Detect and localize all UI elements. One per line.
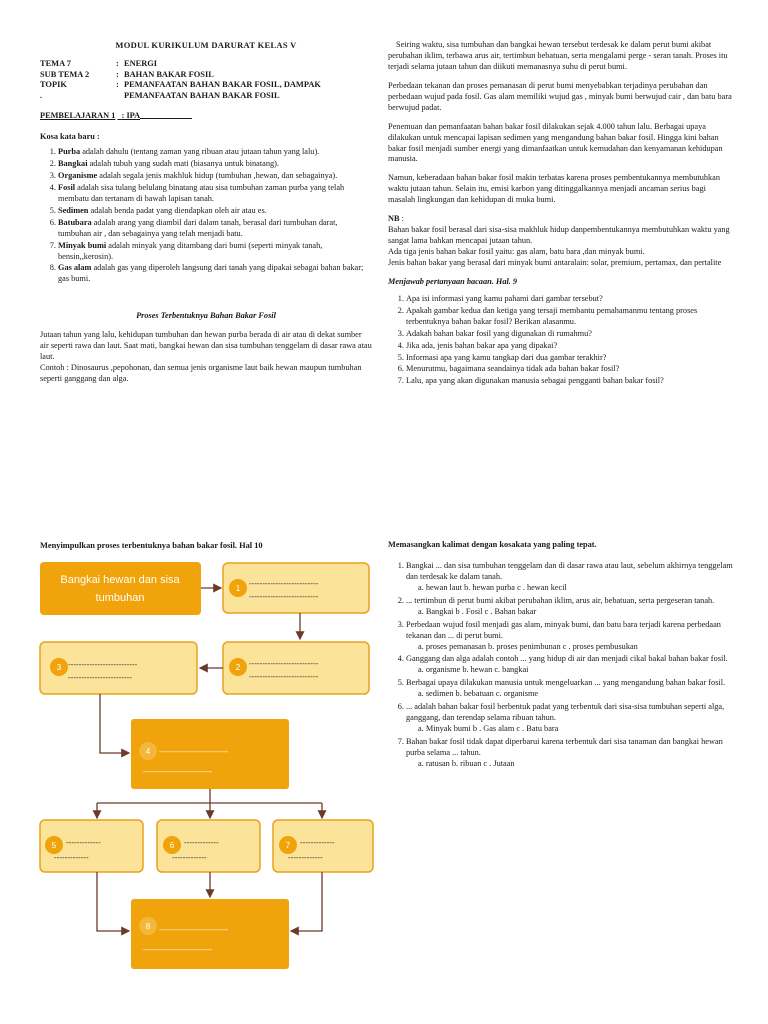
step-number: 5 bbox=[51, 841, 57, 850]
answer-blank: ------------------------ bbox=[68, 673, 132, 682]
answer-blank: -------------------------- bbox=[143, 767, 213, 776]
answer-blank: ------------- bbox=[66, 838, 101, 847]
meta-row bbox=[40, 80, 321, 91]
answer-blank: -------------------------- bbox=[68, 660, 138, 669]
nb-line: Ada tiga jenis bahan bakar fosil yaitu: gas alam, batu bara ,dan minyak bumi. bbox=[388, 247, 645, 256]
left-column bbox=[40, 40, 372, 393]
meta-key: TEMA 7 bbox=[40, 59, 71, 69]
start-box-line2: tumbuhan bbox=[95, 592, 145, 604]
list-item: 7. Minyak bumi adalah minyak yang ditambang dari bumi (seperti minyak tanah, bensin,,kerosin). bbox=[58, 241, 372, 263]
list-item: 1. Purba adalah dahulu (tentang zaman yang ribuan atau jutaan tahun yang lalu). bbox=[58, 147, 372, 158]
list-item: 5. Berbagai upaya dilakukan manusia untuk mengeluarkan ... yang mengandung bahan bakar fosil. a. sedimen b. bebatuan c. organisme bbox=[406, 678, 734, 700]
list-item: 5. Sedimen adalah benda padat yang diendapkan oleh air atau es. bbox=[58, 206, 372, 217]
list-item: 4. Fosil adalah sisa tulang belulang binatang atau sisa tumbuhan zaman purba yang telah membatu dan tertanam di bawah lapisan tanah. bbox=[58, 183, 372, 205]
list-item: 3. Organisme adalah segala jenis makhluk hidup (tumbuhan ,hewan, dan sebagainya). bbox=[58, 171, 372, 182]
answer-blank: -------------------------- bbox=[159, 925, 229, 934]
answer-blank: ------------- bbox=[172, 853, 207, 862]
step-number: 7 bbox=[285, 841, 291, 850]
list-item: 2. Bangkai adalah tubuh yang sudah mati (biasanya untuk binatang). bbox=[58, 159, 372, 170]
nb-note bbox=[388, 214, 734, 269]
meta-value: BAHAN BAKAR FOSIL bbox=[124, 69, 214, 79]
answer-blank: ------------- bbox=[300, 838, 335, 847]
list-item: 7. Lalu, apa yang akan digunakan manusia sebagai pengganti bahan bakar fosil? bbox=[406, 376, 734, 387]
process-paragraph: Jutaan tahun yang lalu, kehidupan tumbuhan dan hewan purba berada di air atau di dekat sumber air seperti rawa dan laut. Saat mati, bangkai hewan dan sisa tumbuhan tenggelam di dasar rawa atau laut. bbox=[40, 330, 372, 362]
list-item: 4. Jika ada, jenis bahan bakar apa yang dipakai? bbox=[406, 341, 734, 352]
list-item: 6. Menurutmu, bagaimana seandainya tidak ada bahan bakar fosil? bbox=[406, 364, 734, 375]
paragraph: Penemuan dan pemanfaatan bahan bakar fosil dilakukan sejak 4.000 tahun lalu. Berbagai upaya dilakukan untuk mencapai lapisan sedimen yang mengandung bahan bakar fosil. Hingga kini bahan bakar fosil menjadi sumber energi yang dimanfaatkan untuk kemudahan dan kenyamanan kehidupan manusia. bbox=[388, 121, 723, 164]
process-example: Contoh : Dinosaurus ,pepohonan, dan semua jenis organisme laut baik hewan maupun tumbuhan seperti ganggang dan alga. bbox=[40, 363, 362, 384]
meta-colon: : bbox=[116, 69, 119, 79]
list-item: 7. Bahan bakar fosil tidak dapat diperbarui karena terbentuk dari sisa tanaman dan bangkai hewan purba selama ... tahun. a. ratusan b. ribuan c . Jutaan bbox=[406, 737, 734, 770]
step-number: 1 bbox=[235, 584, 241, 593]
meta-value: PEMANFAATAN BAHAN BAKAR FOSIL, DAMPAK bbox=[124, 80, 321, 90]
step-number: 8 bbox=[145, 922, 151, 931]
diagram-title: Menyimpulkan proses terbentuknya bahan bakar fosil. Hal 10 bbox=[40, 541, 263, 550]
paragraph: Seiring waktu, sisa tumbuhan dan bangkai hewan tersebut terdesak ke dalam perut bumi akibat perubahan iklim, terbawa arus air, tertimbun bebatuan, serta mengalami perge - seran tanah. Proses itu terjadi selama jutaan tahun dan diikuti memanasnya suhu di perut bumi. bbox=[388, 40, 728, 71]
questions-list bbox=[388, 294, 734, 388]
list-item: 4. Ganggang dan alga adalah contoh ... yang hidup di air dan menjadi cikal bakal bahan bakar fosil. a. organisme b. hewan c. bangkai bbox=[406, 654, 734, 676]
list-item: 2. ... tertimbun di perut bumi akibat perubahan iklim, arus air, bebatuan, serta pergeseran tanah. a. Bangkai b . Fosil c . Bahan bakar bbox=[406, 596, 734, 618]
answer-blank: -------------------------- bbox=[249, 672, 319, 681]
matching-list bbox=[388, 561, 734, 770]
lesson-label: PEMBELAJARAN 1 bbox=[40, 111, 116, 121]
matching-section bbox=[388, 540, 734, 772]
list-item: 6. ... adalah bahan bakar fosil berbentuk padat yang terbentuk dari sisa-sisa tumbuhan seperti alga, ganggang, dan terendap selama ribuan tahun. a. Minyak bumi b . Gas alam c . Batu bara bbox=[406, 702, 734, 735]
answer-blank: ------------- bbox=[54, 853, 89, 862]
nb-line: Bahan bakar fosil berasal dari sisa-sisa makhluk hidup danpembentukannya membutuhkan waktu yang sangat lama bahkan mencapai jutaan tahun. bbox=[388, 225, 730, 246]
list-item: 2. Apakah gambar kedua dan ketiga yang tersaji membantu pemahamanmu tentang proses terbentuknya bahan bakar fosil? Berikan alasanmu. bbox=[406, 306, 734, 328]
paragraph: Namun, keberadaan bahan bakar fosil makin terbatas karena proses pembentukannya membutuhkan waktu jutaan tahun. Selain itu, emisi karbon yang ditinggalkannya menjadi ancaman serius bagi masalah lingkungan dan kehidupan di muka bumi. bbox=[388, 173, 720, 205]
right-column bbox=[388, 40, 734, 388]
answer-blank: ------------- bbox=[288, 853, 323, 862]
paragraph: Perbedaan tekanan dan proses pemanasan di perut bumi menyebabkan terjadinya perubahan dan perbedaan wujud pada fosil. Gas alam memiliki wujud gas , minyak bumi berwujud cair , dan batu bara berwujud padat. bbox=[388, 80, 732, 112]
meta-value: PEMANFAATAN BAHAN BAKAR FOSIL bbox=[124, 90, 280, 100]
nb-line: Jenis bahan bakar yang berasal dari minyak bumi antaralain: solar, premium, pertamax, dan pertalite bbox=[388, 257, 722, 267]
meta-row bbox=[40, 91, 321, 102]
answer-blank: -------------------------- bbox=[249, 592, 319, 601]
step-number: 4 bbox=[145, 747, 151, 756]
lesson-subject: : IPA bbox=[121, 111, 141, 121]
questions-title: Menjawab pertanyaan bacaan. Hal. 9 bbox=[388, 276, 518, 286]
answer-blank: -------------------------- bbox=[249, 579, 319, 588]
answer-blank: -------------------------- bbox=[249, 659, 319, 668]
step-number: 3 bbox=[56, 663, 62, 672]
lesson-underline bbox=[140, 118, 192, 119]
nb-label: NB bbox=[388, 214, 400, 224]
lesson-heading bbox=[40, 111, 372, 122]
meta-table bbox=[40, 59, 321, 101]
meta-key: . bbox=[40, 90, 43, 100]
process-title: Proses Terbentuknya Bahan Bakar Fosil bbox=[136, 311, 276, 321]
list-item: 3. Perbedaan wujud fosil menjadi gas alam, minyak bumi, dan batu bara terjadi karena perbedaan tekanan dan ... di perut bumi. a. proses pemanasan b. proses penimbunan c . proses pembusukan bbox=[406, 620, 734, 653]
meta-key: TOPIK bbox=[40, 80, 67, 90]
meta-colon bbox=[116, 91, 124, 102]
list-item: 8. Gas alam adalah gas yang diperoleh langsung dari tanah yang dipakai sebagai bahan bakar; gas bumi. bbox=[58, 263, 372, 285]
meta-row bbox=[40, 70, 321, 81]
answer-blank: -------------------------- bbox=[159, 747, 229, 756]
answer-blank: ------------- bbox=[184, 838, 219, 847]
meta-colon: : bbox=[116, 80, 119, 90]
meta-key: SUB TEMA 2 bbox=[40, 69, 90, 79]
document-title: MODUL KURIKULUM DARURAT KELAS V bbox=[115, 40, 297, 50]
start-box-line1: Bangkai hewan dan sisa bbox=[60, 574, 180, 586]
list-item: 1. Bangkai ... dan sisa tumbuhan tenggelam dan di dasar rawa atau laut, sebelum akhirnya tenggelam dan terdesak ke dalam tanah. a. hewan laut b. hewan purba c . hewan kecil bbox=[406, 561, 734, 594]
answer-blank: -------------------------- bbox=[143, 945, 213, 954]
meta-value: ENERGI bbox=[124, 59, 158, 69]
list-item: 6. Batubara adalah arang yang diambil dari dalam tanah, berasal dari tumbuhan darat, tumbuhan air , dan sebagainya yang telah menjadi batu. bbox=[58, 218, 372, 240]
list-item: 5. Informasi apa yang kamu tangkap dari dua gambar terakhir? bbox=[406, 353, 734, 364]
matching-title: Memasangkan kalimat dengan kosakata yang paling tepat. bbox=[388, 540, 597, 549]
meta-row bbox=[40, 59, 321, 70]
nb-colon: : bbox=[399, 214, 404, 224]
vocab-list bbox=[40, 147, 372, 285]
step-number: 2 bbox=[235, 663, 241, 672]
vocab-heading: Kosa kata baru : bbox=[40, 132, 100, 142]
step-box-8 bbox=[131, 899, 289, 969]
meta-colon: : bbox=[116, 59, 119, 69]
flow-diagram bbox=[0, 555, 384, 985]
list-item: 3. Adakah bahan bakar fosil yang digunakan di rumahmu? bbox=[406, 329, 734, 340]
step-number: 6 bbox=[169, 841, 175, 850]
list-item: 1. Apa isi informasi yang kamu pahami dari gambar tersebut? bbox=[406, 294, 734, 305]
start-box bbox=[40, 562, 201, 615]
